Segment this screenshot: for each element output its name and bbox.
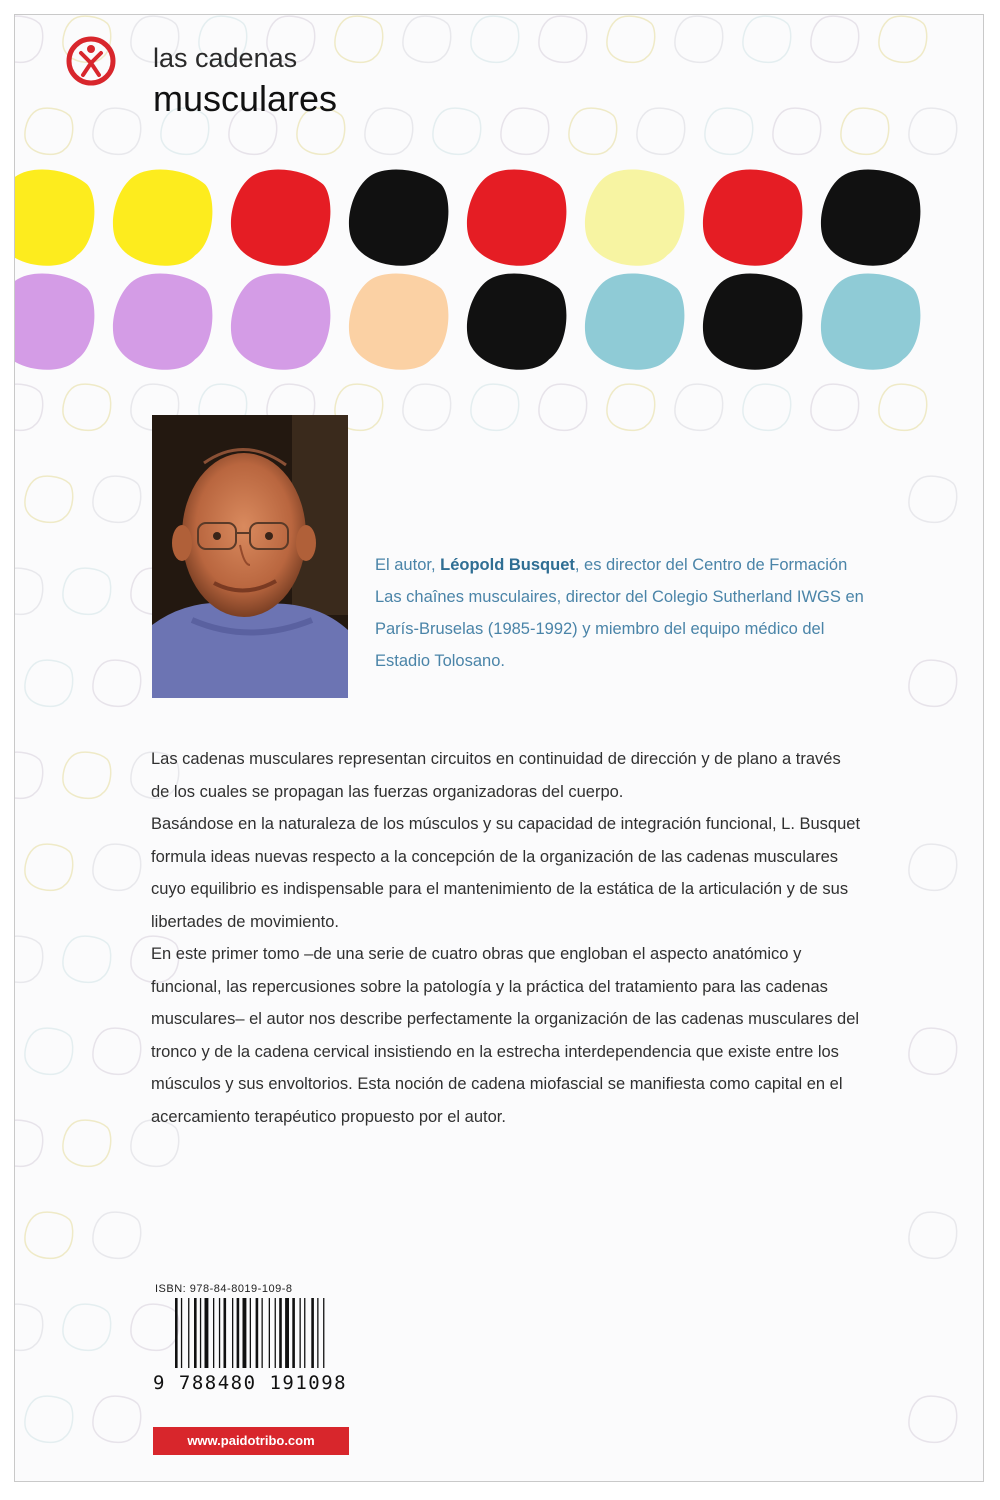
description-paragraph: Las cadenas musculares representan circuitos en continuidad de dirección y de plano a través de los cuales se propagan las fuerzas organizadoras del cuerpo. xyxy=(151,750,841,801)
barcode-bar xyxy=(232,1298,233,1368)
outline-drop xyxy=(93,1212,141,1258)
book-back-cover xyxy=(14,14,984,1482)
color-drop xyxy=(585,273,685,369)
outline-drop xyxy=(607,384,655,430)
outline-drop xyxy=(569,108,617,154)
outline-drop xyxy=(25,1028,73,1074)
publisher-website: www.paidotribo.com xyxy=(153,1427,349,1455)
outline-drop xyxy=(63,1120,111,1166)
outline-drop xyxy=(15,1120,43,1166)
author-photo xyxy=(152,415,348,698)
outline-drop xyxy=(909,476,957,522)
outline-drop xyxy=(93,660,141,706)
outline-drop xyxy=(705,108,753,154)
outline-drop xyxy=(637,108,685,154)
outline-drop xyxy=(63,384,111,430)
outline-drop xyxy=(25,660,73,706)
barcode-bar xyxy=(188,1298,189,1368)
outline-drop xyxy=(93,1396,141,1442)
author-bio xyxy=(375,549,875,677)
outline-drop xyxy=(131,1304,179,1350)
outline-drop xyxy=(675,16,723,62)
outline-drop xyxy=(471,16,519,62)
outline-drop xyxy=(93,1028,141,1074)
outline-drop xyxy=(63,1304,111,1350)
barcode-bar xyxy=(269,1298,270,1368)
outline-drop xyxy=(15,1304,43,1350)
outline-drop xyxy=(879,384,927,430)
color-drop xyxy=(703,169,803,265)
outline-drop xyxy=(15,752,43,798)
barcode-bar xyxy=(250,1298,251,1368)
color-drop xyxy=(349,273,449,369)
outline-drop xyxy=(909,1212,957,1258)
outline-drop xyxy=(63,936,111,982)
outline-drop xyxy=(909,844,957,890)
color-drop xyxy=(113,273,213,369)
barcode-bar xyxy=(175,1298,178,1368)
barcode-bar xyxy=(213,1298,214,1368)
outline-drop xyxy=(675,384,723,430)
barcode-bar xyxy=(200,1298,201,1368)
outline-drop xyxy=(539,384,587,430)
barcode-bar xyxy=(279,1298,282,1368)
author-bio-prefix: El autor, xyxy=(375,556,441,574)
outline-drop xyxy=(811,384,859,430)
outline-drop xyxy=(841,108,889,154)
outline-drop xyxy=(909,1396,957,1442)
outline-drop xyxy=(93,844,141,890)
book-title: musculares xyxy=(153,78,338,119)
barcode-bar xyxy=(219,1298,220,1368)
color-drop xyxy=(821,273,921,369)
outline-drop xyxy=(365,108,413,154)
barcode-icon xyxy=(175,1298,355,1370)
color-drop xyxy=(15,273,94,369)
description-paragraph: Basándose en la naturaleza de los músculos y su capacidad de integración funcional, L. Busquet formula ideas nuevas respecto a la concepción de la organización de las cadenas musculares cuyo equilibrio es indispensable para el mantenimiento de la estática de la articulación y de sus libertades de movimiento. xyxy=(151,815,861,931)
outline-drop xyxy=(63,568,111,614)
outline-drop xyxy=(93,476,141,522)
barcode-bar xyxy=(262,1298,263,1368)
barcode-bar xyxy=(275,1298,276,1368)
outline-drop xyxy=(25,108,73,154)
outline-drop xyxy=(15,16,43,62)
outline-drop xyxy=(773,108,821,154)
color-drop xyxy=(585,169,685,265)
outline-drop xyxy=(879,16,927,62)
outline-drop xyxy=(25,844,73,890)
barcode-bar xyxy=(224,1298,227,1368)
outline-drop xyxy=(25,1212,73,1258)
barcode-bar xyxy=(181,1298,182,1368)
barcode-bar xyxy=(205,1298,209,1368)
outline-drop xyxy=(811,16,859,62)
author-bio-rest: , es director del Centro de Formación Las chaînes musculaires, director del Colegio Sutherland IWGS en París-Bruselas (1985-1992) y miembro del equipo médico del Estadio Tolosano. xyxy=(375,556,864,670)
author-name: Léopold Busquet xyxy=(440,556,575,574)
outline-drop xyxy=(403,16,451,62)
color-drop xyxy=(231,169,331,265)
outline-drop xyxy=(15,384,43,430)
outline-drop xyxy=(539,16,587,62)
outline-drop xyxy=(25,476,73,522)
isbn-label: ISBN: 978-84-8019-109-8 xyxy=(155,1283,293,1295)
barcode-bar xyxy=(300,1298,301,1368)
barcode-bar xyxy=(304,1298,305,1368)
color-drop xyxy=(113,169,213,265)
outline-drop xyxy=(743,16,791,62)
outline-drop xyxy=(909,660,957,706)
book-description xyxy=(151,743,861,1133)
outline-drop xyxy=(743,384,791,430)
outline-drop xyxy=(335,16,383,62)
publisher-logo-icon xyxy=(63,33,119,89)
barcode-bar xyxy=(243,1298,247,1368)
color-drop xyxy=(821,169,921,265)
colored-drops-band xyxy=(15,165,984,385)
color-drop xyxy=(467,169,567,265)
color-drop xyxy=(231,273,331,369)
color-drop xyxy=(703,273,803,369)
color-drop xyxy=(467,273,567,369)
outline-drop xyxy=(25,1396,73,1442)
barcode-bar xyxy=(311,1298,314,1368)
outline-drop xyxy=(15,568,43,614)
outline-drop xyxy=(433,108,481,154)
outline-drop xyxy=(471,384,519,430)
outline-drop xyxy=(15,936,43,982)
description-paragraph: En este primer tomo –de una serie de cuatro obras que engloban el aspecto anatómico y funcional, las repercusiones sobre la patología y la práctica del tratamiento para las cadenas musculares– el autor nos describe perfectamente la organización de las cadenas musculares del tronco y de la cadena cervical insistiendo en la estrecha interdependencia que existe entre los músculos y sus envoltorios. Esta noción de cadena miofascial se manifiesta como capital en el acercamiento terapéutico propuesto por el autor. xyxy=(151,945,860,1126)
color-drop xyxy=(349,169,449,265)
barcode-bar xyxy=(256,1298,259,1368)
barcode-bar xyxy=(194,1298,197,1368)
barcode-bar xyxy=(323,1298,324,1368)
barcode-bar xyxy=(292,1298,295,1368)
barcode-bar xyxy=(285,1298,289,1368)
series-title: las cadenas xyxy=(153,43,298,73)
color-drop xyxy=(15,169,94,265)
outline-drop xyxy=(93,108,141,154)
outline-drop xyxy=(63,752,111,798)
outline-drop xyxy=(909,108,957,154)
outline-drop xyxy=(403,384,451,430)
barcode-bar xyxy=(237,1298,240,1368)
outline-drop xyxy=(607,16,655,62)
outline-drop xyxy=(501,108,549,154)
barcode-number: 9 788480 191098 xyxy=(153,1372,348,1394)
outline-drop xyxy=(909,1028,957,1074)
barcode-bar xyxy=(317,1298,318,1368)
